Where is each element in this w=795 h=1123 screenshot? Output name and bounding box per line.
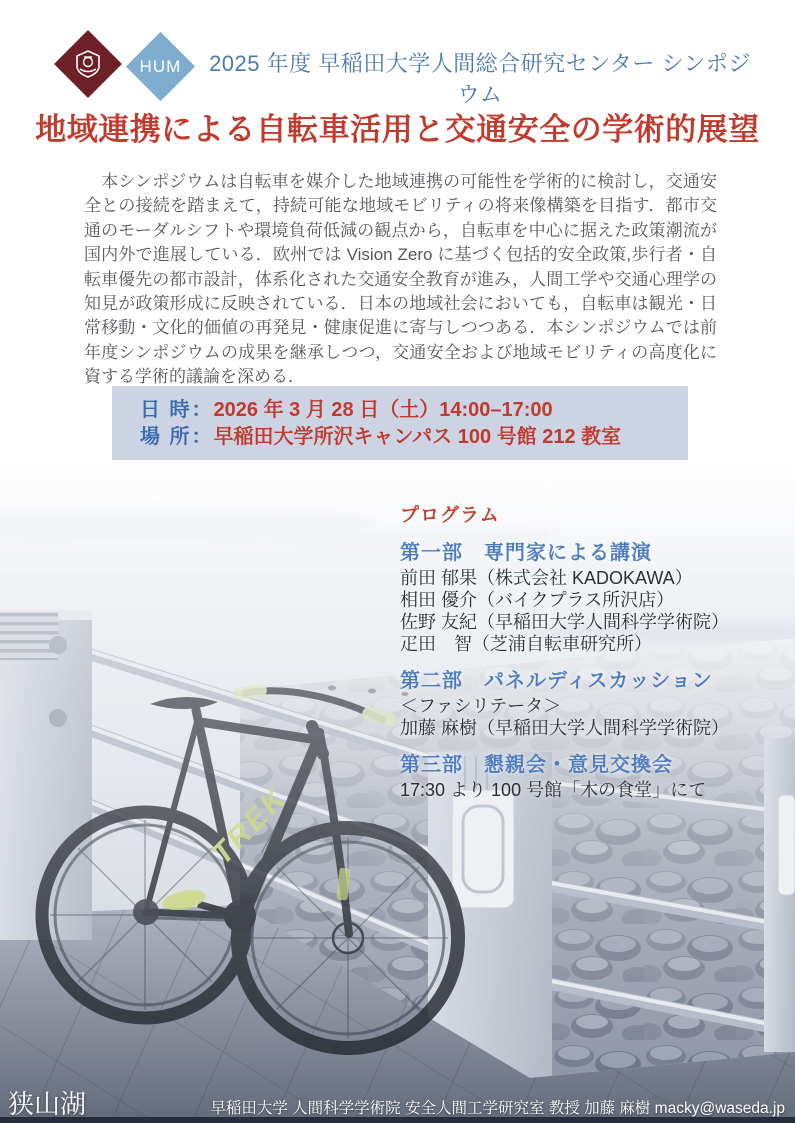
photo-caption-lake-name: 狭山湖 [8, 1089, 87, 1119]
program-part3-title: 第三部 懇親会・意見交換会 [400, 754, 673, 776]
hum-logo-blue [126, 32, 195, 101]
abstract-paragraph: 本シンポジウムは自転車を媒介した地域連携の可能性を学術的に検討し，交通安全との接続を踏まえて，持続可能な地域モビリティの将来像構築を目指す．都市交通のモーダルシフトや環境負荷低減の観点から，自転車を中心に据えた政策潮流が国内外で進展している．欧州では Vision Zero に基づく包括的安全政策,歩行者・自転車優先の都市設計，体系化された交通安全教育が進み，人間工学や交通心理学の知見が政策形成に反映されている．日本の地域社会においても，自転車は観光・日常移動・文化的価値の再発見・健康促進に寄与しつつある．本シンポジウムでは前年度シンポジウムの成果を継承しつつ，交通安全および地域モビリティの高度化に資する学術的議論を深める． [84, 172, 717, 387]
date-value: 2026 年 3 月 28 日（土）14:00–17:00 [213, 399, 553, 421]
program-speaker: 疋田 智（芝浦自転車研究所） [400, 634, 652, 654]
program-part3-detail: 17:30 より 100 号館「木の食堂」にて [400, 780, 707, 800]
venue-value: 早稲田大学所沢キャンパス 100 号館 212 教室 [213, 426, 622, 448]
program-part2-title: 第二部 パネルディスカッション [400, 670, 713, 692]
program-facilitator: 加藤 麻樹（早稲田大学人間科学学術院） [400, 718, 729, 738]
date-label: 日 時： [140, 399, 214, 421]
program-facilitator-label: ＜ファシリテータ＞ [400, 696, 562, 716]
venue-row [140, 424, 688, 451]
program-speaker: 佐野 友紀（早稲田大学人間科学学術院） [400, 612, 729, 632]
program-heading: プログラム [400, 505, 500, 526]
waseda-crest-icon [75, 49, 101, 79]
program-speaker: 相田 優介（バイクプラス所沢店） [400, 590, 675, 610]
footer-contact-line: 早稲田大学 人間科学学術院 安全人間工学研究室 教授 加藤 麻樹 macky@waseda.jp [210, 1100, 785, 1117]
venue-label: 場 所： [140, 426, 214, 448]
page-title: 地域連携による自転車活用と交通安全の学術的展望 [35, 112, 760, 147]
date-venue-box [112, 386, 688, 464]
hum-logo-text: HUM [139, 56, 182, 76]
date-row [140, 397, 688, 424]
program-speaker: 前田 郁果（株式会社 KADOKAWA） [400, 568, 693, 588]
waseda-hum-logo-maroon [54, 30, 122, 98]
program-part1-title: 第一部 専門家による講演 [400, 542, 652, 564]
program-section [400, 500, 785, 801]
event-line: 2025 年度 早稲田大学人間総合研究センター シンポジウム [209, 51, 751, 107]
